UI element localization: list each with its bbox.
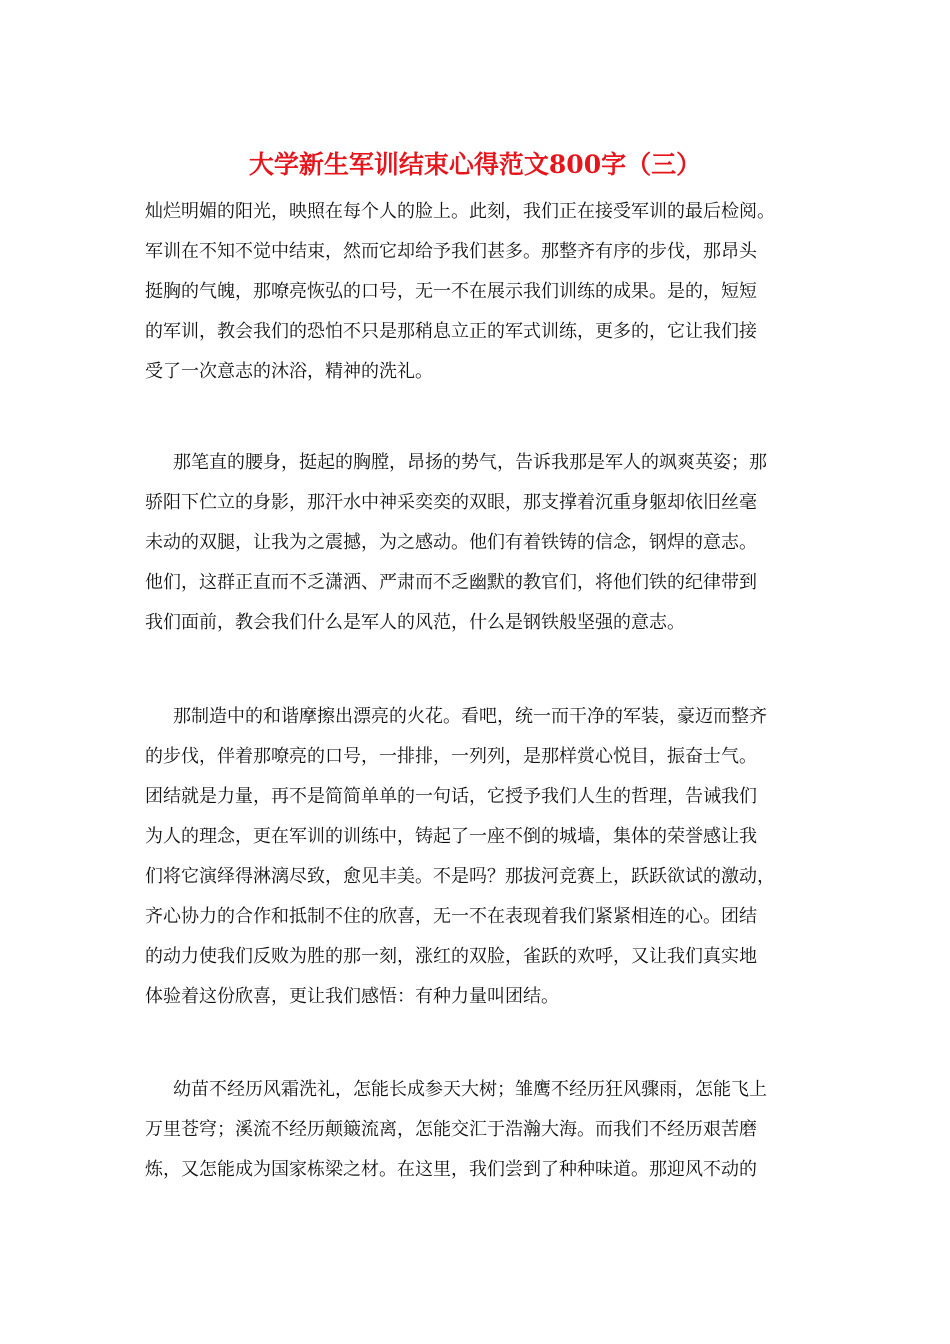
document-title: 大学新生军训结束心得范文800字（三） — [248, 150, 702, 179]
paragraph-line: 的军训，教会我们的恐怕不只是那稍息立正的军式训练，更多的，它让我们接 — [145, 321, 757, 342]
paragraph-3 — [145, 697, 815, 1017]
paragraph-line: 齐心协力的合作和抵制不住的欣喜，无一不在表现着我们紧紧相连的心。团结 — [145, 906, 757, 927]
paragraph-line: 挺胸的气魄，那嘹亮恢弘的口号，无一不在展示我们训练的成果。是的，短短 — [145, 281, 757, 302]
paragraph-line: 炼，又怎能成为国家栋梁之材。在这里，我们尝到了种种味道。那迎风不动的 — [145, 1159, 757, 1180]
paragraph-line: 万里苍穹；溪流不经历颠簸流离，怎能交汇于浩瀚大海。而我们不经历艰苦磨 — [145, 1119, 757, 1140]
paragraph-line: 他们，这群正直而不乏潇洒、严肃而不乏幽默的教官们，将他们铁的纪律带到 — [145, 572, 757, 593]
paragraph-line: 体验着这份欣喜，更让我们感悟：有种力量叫团结。 — [145, 986, 559, 1007]
paragraph-line: 幼苗不经历风霜洗礼，怎能长成参天大树；雏鹰不经历狂风骤雨，怎能飞上 — [173, 1079, 767, 1100]
paragraph-1 — [145, 192, 815, 392]
paragraph-line: 那笔直的腰身，挺起的胸膛，昂扬的势气，告诉我那是军人的飒爽英姿；那 — [173, 452, 767, 473]
paragraph-2 — [145, 443, 815, 643]
paragraph-line: 我们面前，教会我们什么是军人的风范，什么是钢铁般坚强的意志。 — [145, 612, 685, 633]
paragraph-line: 为人的理念，更在军训的训练中，铸起了一座不倒的城墙，集体的荣誉感让我 — [145, 826, 757, 847]
paragraph-line: 们将它演绎得淋漓尽致，愈见丰美。不是吗？那拔河竞赛上，跃跃欲试的激动， — [145, 866, 775, 887]
paragraph-line: 受了一次意志的沐浴，精神的洗礼。 — [145, 361, 433, 382]
paragraph-line: 的动力使我们反败为胜的那一刻，涨红的双脸，雀跃的欢呼，又让我们真实地 — [145, 946, 757, 967]
paragraph-line: 灿烂明媚的阳光，映照在每个人的脸上。此刻，我们正在接受军训的最后检阅。 — [145, 201, 775, 222]
paragraph-line: 团结就是力量，再不是简简单单的一句话，它授予我们人生的哲理，告诫我们 — [145, 786, 757, 807]
paragraph-line: 未动的双腿，让我为之震撼，为之感动。他们有着铁铸的信念，钢焊的意志。 — [145, 532, 757, 553]
paragraph-4 — [145, 1070, 815, 1190]
paragraph-line: 军训在不知不觉中结束，然而它却给予我们甚多。那整齐有序的步伐，那昂头 — [145, 241, 757, 262]
paragraph-line: 的步伐，伴着那嘹亮的口号，一排排，一列列，是那样赏心悦目，振奋士气。 — [145, 746, 757, 767]
paragraph-line: 那制造中的和谐摩擦出漂亮的火花。看吧，统一而干净的军装，豪迈而整齐 — [173, 706, 767, 727]
paragraph-line: 骄阳下伫立的身影，那汗水中神采奕奕的双眼，那支撑着沉重身躯却依旧丝毫 — [145, 492, 757, 513]
